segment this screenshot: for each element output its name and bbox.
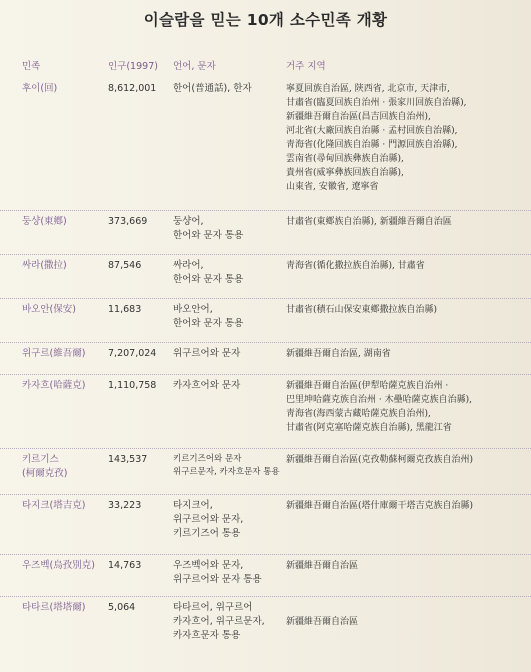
language-cell-line: 카자흐어, 위구르문자, [173, 616, 265, 627]
language-cell-line: 한어와 문자 통용 [173, 274, 244, 285]
region-cell [286, 559, 526, 573]
population-value: 8,612,001 [108, 83, 157, 94]
ethnic-name-line: 바오안(保安) [22, 304, 76, 315]
region-cell [286, 303, 526, 317]
language-cell-line: 한어(普通話), 한자 [173, 83, 252, 94]
region-cell [286, 82, 526, 194]
region-cell-line: 甘肅省(阿克塞哈薩克族自治縣), 黑龍江省 [286, 423, 452, 433]
population-value: 14,763 [108, 560, 142, 571]
ethnic-name [22, 215, 67, 229]
ethnic-name-line: 싸라(撒拉) [22, 260, 67, 271]
header-language: 언어, 문자 [173, 61, 216, 72]
population-value: 7,207,024 [108, 348, 157, 359]
region-cell-line: 靑海省(循化撒拉族自治縣), 甘肅省 [286, 261, 425, 271]
page-title: 이슬람을 믿는 10개 소수민족 개황 [143, 11, 388, 29]
population-value: 87,546 [108, 260, 142, 271]
region-cell-line: 寧夏回族自治區, 陝西省, 北京市, 天津市, [286, 84, 451, 94]
ethnic-name [22, 82, 57, 96]
population-value: 373,669 [108, 216, 148, 227]
language-cell [173, 559, 262, 587]
language-cell-line: 위구르어와 문자 통용 [173, 574, 262, 585]
region-cell-line: 雲南省(尋甸回族彝族自治縣), [286, 154, 404, 164]
ethnic-name-line: 키르기스 [22, 454, 59, 465]
language-cell [173, 453, 280, 479]
region-cell [286, 347, 526, 361]
language-cell-line: 위구르어와 문자, [173, 514, 244, 525]
language-cell [173, 601, 265, 643]
language-cell-line: 카자흐문자 통용 [173, 630, 241, 641]
ethnic-name-line: 타타르(塔塔爾) [22, 602, 86, 613]
language-cell-line: 키르기즈어와 문자 [173, 454, 242, 464]
ethnic-name [22, 499, 85, 513]
language-cell [173, 499, 243, 541]
ethnic-name-line: 위구르(維吾爾) [22, 348, 86, 359]
language-cell [173, 303, 243, 331]
region-cell-line: 靑海省(化隆回族自治縣 · 門源回族自治縣), [286, 140, 458, 150]
region-cell-line: 新疆維吾爾自治區(克孜勒蘇柯爾克孜族自治州) [286, 455, 474, 465]
language-cell-line: 타타르어, 위구르어 [173, 602, 253, 613]
region-cell-line: 甘肅省(東鄕族自治縣), 新疆維吾爾自治區 [286, 217, 452, 227]
region-cell-line [286, 601, 526, 615]
table-row [0, 254, 531, 285]
language-cell-line: 타지크어, [173, 500, 213, 511]
ethnic-name [22, 601, 85, 615]
population-value: 143,537 [108, 454, 148, 465]
header-ethnic: 민족 [22, 61, 41, 72]
region-cell [286, 259, 526, 273]
table-row [0, 448, 531, 479]
header-region: 거주 지역 [286, 61, 326, 72]
ethnic-name [22, 379, 85, 393]
ethnic-name [22, 453, 67, 481]
region-cell-line: 新疆維吾爾自治區(塔什庫爾干塔吉克族自治縣) [286, 501, 474, 511]
language-cell [173, 82, 252, 96]
language-cell-line: 한어와 문자 통용 [173, 318, 244, 329]
language-cell-line: 우즈벡어와 문자, [173, 560, 244, 571]
region-cell-line: 新疆維吾爾自治區 [286, 561, 359, 571]
population-value: 33,223 [108, 500, 142, 511]
region-cell [286, 379, 526, 435]
language-cell-line: 위구르문자, 카자흐문자 통용 [173, 467, 280, 477]
language-cell-line: 둥샹어, [173, 216, 204, 227]
ethnic-name-line: (柯爾克孜) [22, 468, 68, 479]
region-cell-line: 新疆維吾爾自治區 [286, 617, 359, 627]
language-cell-line: 카자흐어와 문자 [173, 380, 241, 391]
region-cell-line: 巴里坤哈薩克族自治州 · 木壘哈薩克族自治縣), [286, 395, 472, 405]
table-row [0, 494, 531, 539]
table-row [0, 342, 531, 359]
population-value: 1,110,758 [108, 380, 157, 391]
table-row [0, 374, 531, 433]
region-cell-line: 新疆維吾爾自治區(昌吉回族自治州), [286, 112, 431, 122]
region-cell-line: 貴州省(威寧彝族回族自治縣), [286, 168, 404, 178]
language-cell [173, 215, 243, 243]
ethnic-name-line: 후이(回) [22, 83, 58, 94]
ethnic-name [22, 347, 85, 361]
language-cell-line: 위구르어와 문자 [173, 348, 241, 359]
table-row [0, 210, 531, 241]
language-cell-line: 싸라어, [173, 260, 204, 271]
ethnic-name-line: 카자흐(哈薩克) [22, 380, 86, 391]
ethnic-name [22, 303, 76, 317]
ethnic-name [22, 259, 67, 273]
region-cell-line: 靑海省(海西蒙古藏哈薩克族自治州), [286, 409, 431, 419]
language-cell-line: 키르기즈어 통용 [173, 528, 241, 539]
language-cell [173, 259, 243, 287]
language-cell-line: 한어와 문자 통용 [173, 230, 244, 241]
ethnic-name-line: 타지크(塔吉克) [22, 500, 86, 511]
region-cell [286, 499, 526, 513]
region-cell [286, 453, 526, 467]
region-cell-line: 新疆維吾爾自治區(伊犁哈薩克族自治州 · [286, 381, 449, 391]
ethnic-name [22, 559, 95, 573]
language-cell [173, 379, 240, 393]
region-cell-line: 甘肅省(臨夏回族自治州 · 張家川回族自治縣), [286, 98, 467, 108]
region-cell [286, 601, 526, 629]
region-cell-line: 新疆維吾爾自治區, 湖南省 [286, 349, 391, 359]
region-cell [286, 215, 526, 229]
header-population: 인구(1997) [108, 61, 158, 72]
language-cell-line: 바오안어, [173, 304, 213, 315]
region-cell-line: 河北省(大廠回族自治縣 · 孟村回族自治縣), [286, 126, 458, 136]
ethnic-name-line: 둥샹(東鄕) [22, 216, 67, 227]
table-row [0, 298, 531, 329]
region-cell-line: 山東省, 安徽省, 遼寧省 [286, 182, 379, 192]
table-row [0, 554, 531, 585]
population-value: 11,683 [108, 304, 142, 315]
language-cell [173, 347, 240, 361]
ethnic-name-line: 우즈벡(烏孜別克) [22, 560, 95, 571]
region-cell-line: 甘肅省(積石山保安東鄕撒拉族自治縣) [286, 305, 438, 315]
population-value: 5,064 [108, 602, 136, 613]
table-row [0, 596, 531, 641]
